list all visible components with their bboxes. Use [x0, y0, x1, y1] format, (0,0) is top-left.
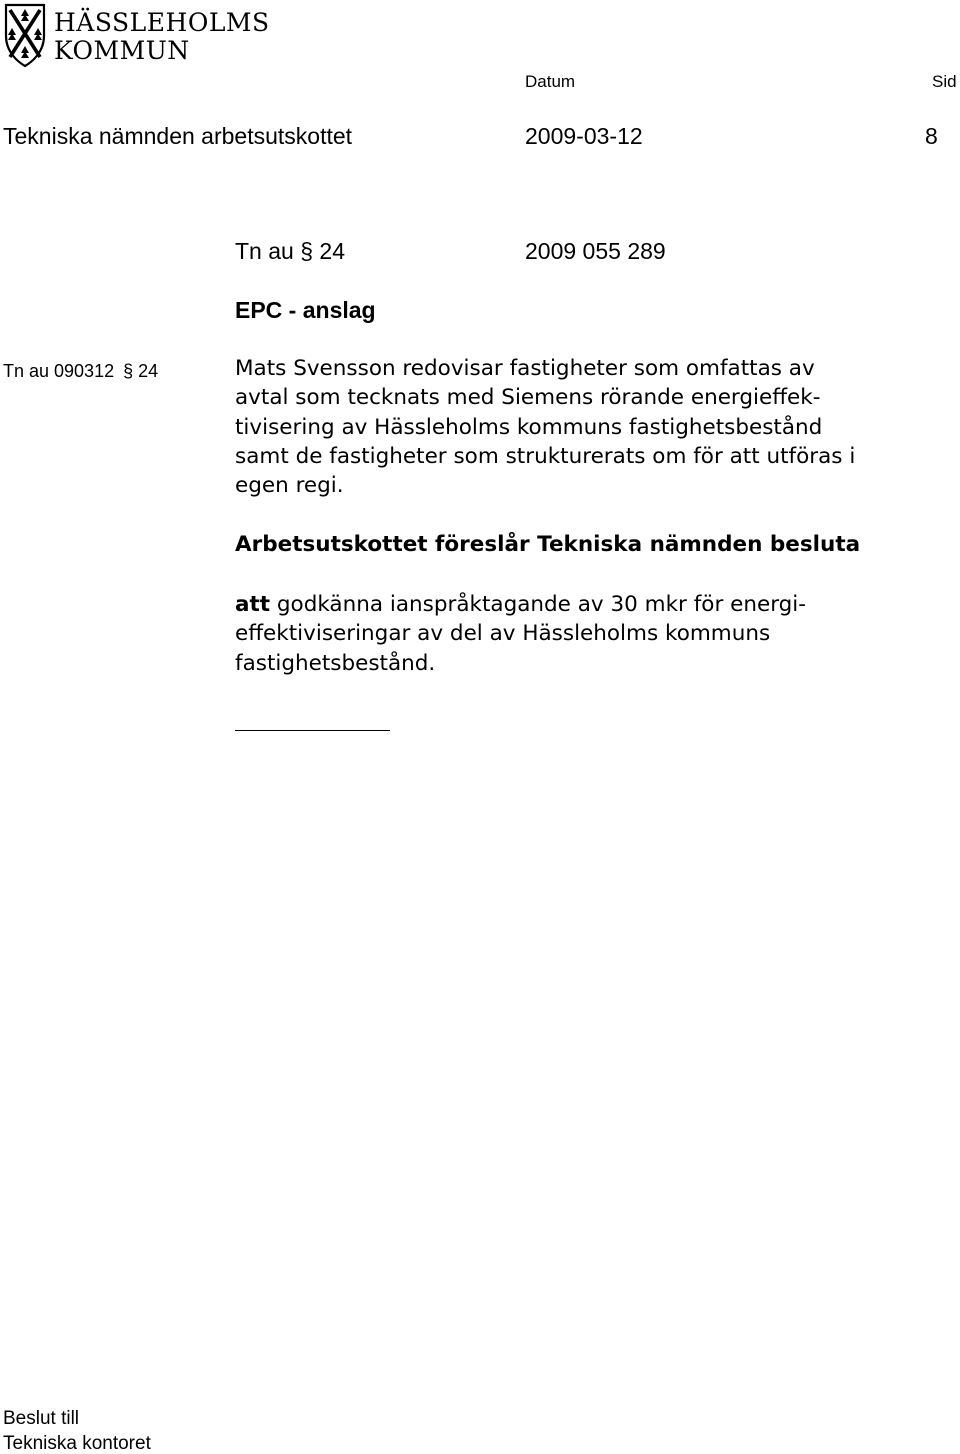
org-name-line1: HÄSSLEHOLMS — [54, 8, 270, 37]
description-line: tivisering av Hässleholms kommuns fastighetsbestånd — [235, 414, 823, 440]
description-line: samt de fastigheter som strukturerats om för att utföras i — [235, 443, 856, 469]
distribution-recipient: Tekniska kontoret — [3, 1433, 151, 1454]
page-number: 8 — [925, 123, 938, 149]
decision-keyword: att — [235, 592, 271, 617]
sid-label: Sid — [932, 72, 957, 91]
margin-ref-date: Tn au 090312 — [3, 361, 115, 381]
decision-text — [235, 590, 955, 678]
coat-of-arms-icon — [2, 2, 48, 68]
case-ref-prefix: Tn au — [235, 238, 294, 264]
decision-line — [235, 590, 955, 619]
section-sign-icon: § — [123, 361, 134, 381]
distribution-label: Beslut till — [3, 1408, 80, 1429]
section-divider — [235, 730, 390, 731]
margin-reference — [3, 362, 158, 380]
case-description — [235, 354, 955, 500]
org-name-line2: KOMMUN — [54, 36, 190, 65]
decision-line: fastighetsbestånd. — [235, 650, 436, 676]
committee-name: Tekniska nämnden arbetsutskottet — [3, 123, 353, 149]
description-line: avtal som tecknats med Siemens rörande energieffek- — [235, 385, 821, 411]
datum-label: Datum — [525, 72, 576, 91]
case-title: EPC - anslag — [235, 297, 376, 323]
proposal-heading: Arbetsutskottet föreslår Tekniska nämnden besluta — [235, 532, 861, 557]
case-ref-number: 24 — [319, 238, 345, 264]
margin-ref-number: 24 — [138, 361, 159, 381]
section-sign-icon: § — [300, 238, 314, 264]
decision-line-text: godkänna ianspråktagande av 30 mkr för energi- — [270, 592, 807, 617]
meeting-date: 2009-03-12 — [525, 123, 643, 149]
description-line: Mats Svensson redovisar fastigheter som omfattas av — [235, 356, 815, 381]
diary-number: 2009 055 289 — [525, 238, 666, 264]
decision-line: effektiviseringar av del av Hässleholms kommuns — [235, 621, 771, 647]
description-line: egen regi. — [235, 473, 344, 499]
case-reference — [235, 240, 345, 263]
